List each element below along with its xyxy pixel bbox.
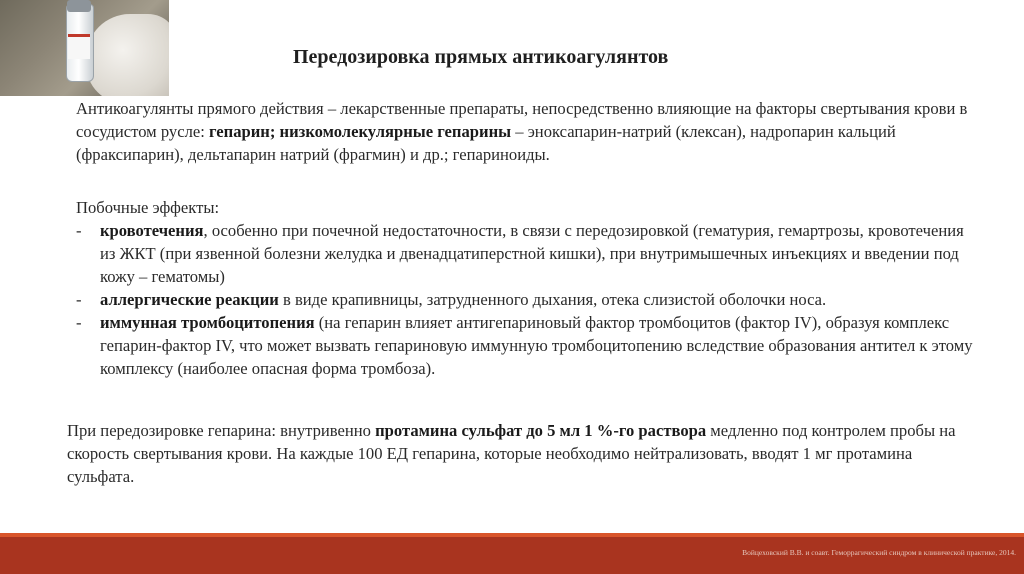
slide-title: Передозировка прямых антикоагулянтов [293, 46, 669, 68]
citation: Войцеховский В.В. и соавт. Геморрагический синдром в клинической практике, 2014. [742, 548, 1016, 557]
overdose-paragraph [67, 419, 967, 488]
overdose-text-1: При передозировке гепарина: внутривенно [67, 421, 376, 440]
overdose-bold: протамина сульфат до 5 мл 1 %-го раствора [375, 421, 707, 440]
list-item-bold: кровотечения [100, 221, 204, 240]
list-item [76, 311, 976, 380]
list-item-text: (на гепарин влияет антигепариновый фактор тромбоцитов (фактор IV), образуя комплекс гепарин-фактор IV, что может вызвать гепариновую иммунную тромбоцитопению вследствие образования антител к этому комплексу (наиболее опасная форма тромбоза). [100, 313, 973, 378]
intro-text-2: – эноксапарин-натрий (клексан), надропарин кальций (фраксипарин), дельтапарин натрий (фрагмин) и др.; гепариноиды. [76, 122, 896, 164]
list-dash: - [76, 313, 82, 332]
list-item-text: в виде крапивницы, затрудненного дыхания, отека слизистой оболочки носа. [278, 290, 827, 309]
intro-text-1: Антикоагулянты прямого действия – лекарственные препараты, непосредственно влияющие на факторы свертывания крови в сосудистом русле: [76, 99, 968, 141]
glove-shape [86, 14, 169, 96]
list-dash: - [76, 290, 82, 309]
intro-bold: гепарин; низкомолекулярные гепарины [208, 122, 512, 141]
intro-paragraph [76, 97, 976, 166]
list-item-text: , особенно при почечной недостаточности, в связи с передозировкой (гематурия, гемартрозы, кровотечения из ЖКТ (при язвенной болезни желудка и двенадцатиперстной кишки), при внутримышечных инъекциях и введении под кожу – гематомы) [100, 221, 964, 286]
side-effects-heading: Побочные эффекты: [76, 198, 220, 217]
vial-label [68, 34, 90, 59]
list-dash: - [76, 221, 82, 240]
photo-gloved-hand-vial [0, 0, 169, 96]
list-item [76, 288, 976, 311]
list-item-bold: аллергические реакции [100, 290, 279, 309]
overdose-text-2: медленно под контролем пробы на скорость свертывания крови. На каждые 100 ЕД гепарина, которые необходимо нейтрализовать, вводят 1 мг протамина сульфата. [67, 421, 956, 486]
list-item [76, 219, 976, 288]
side-effects-list [76, 219, 976, 380]
vial-cap [67, 0, 91, 12]
list-item-bold: иммунная тромбоцитопения [100, 313, 315, 332]
